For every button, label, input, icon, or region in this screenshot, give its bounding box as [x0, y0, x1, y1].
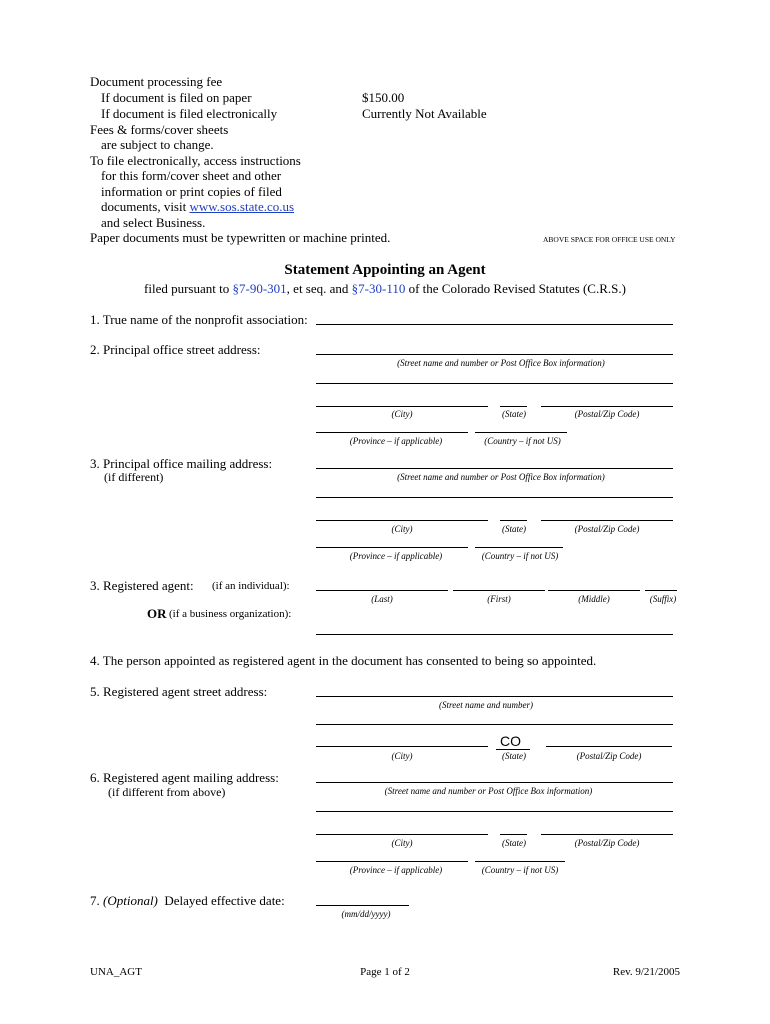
caption-province: (Province – if applicable): [349, 865, 443, 875]
mailing-province-field[interactable]: [316, 547, 468, 548]
caption-state: (State): [502, 838, 526, 848]
agent-zip-field[interactable]: [546, 746, 672, 747]
item4-consent-statement: 4. The person appointed as registered agent in the document has consented to being so appointed.: [90, 653, 597, 668]
electronic-fee-value: Currently Not Available: [362, 106, 487, 121]
efile-line3: information or print copies of filed: [101, 184, 282, 199]
mailing-street-field-1[interactable]: [316, 468, 673, 469]
agent-city-field[interactable]: [316, 746, 488, 747]
caption-country: (Country – if not US): [481, 865, 559, 875]
caption-zip: (Postal/Zip Code): [574, 524, 640, 534]
principal-state-field[interactable]: [500, 406, 527, 407]
caption-zip: (Postal/Zip Code): [574, 838, 640, 848]
item7-number: 7.: [90, 893, 103, 908]
caption-street-po: (Street name and number or Post Office Box information): [397, 472, 605, 482]
page-title: Statement Appointing an Agent: [284, 262, 486, 278]
agent-mailing-province-field[interactable]: [316, 861, 468, 862]
caption-date-format: (mm/dd/yyyy): [341, 909, 391, 919]
mailing-state-field[interactable]: [500, 520, 527, 521]
caption-city: (City): [391, 751, 413, 761]
paper-note: Paper documents must be typewritten or machine printed.: [90, 230, 391, 245]
caption-suffix: (Suffix): [649, 594, 677, 604]
caption-state: (State): [502, 524, 526, 534]
sos-website-link[interactable]: www.sos.state.co.us: [189, 199, 295, 214]
caption-street-po: (Street name and number or Post Office Box information): [384, 786, 593, 796]
caption-province: (Province – if applicable): [349, 551, 443, 561]
caption-street-po: (Street name and number or Post Office Box information): [397, 358, 605, 368]
principal-street-field-2[interactable]: [316, 383, 673, 384]
statute-link-7-90-301[interactable]: §7-90-301: [232, 281, 287, 296]
agent-mailing-street-field-1[interactable]: [316, 782, 673, 783]
item7-optional: (Optional): [103, 893, 158, 908]
office-use-label: ABOVE SPACE FOR OFFICE USE ONLY: [543, 235, 676, 244]
or-label: OR: [147, 606, 167, 621]
item7-text: Delayed effective date:: [157, 893, 285, 908]
subtitle-prefix: filed pursuant to: [144, 281, 233, 296]
item2-label: 2. Principal office street address:: [90, 342, 261, 357]
registered-agent-label: 3. Registered agent:: [90, 578, 194, 593]
paper-fee-label: If document is filed on paper: [101, 90, 252, 105]
item6-label: 6. Registered agent mailing address:: [90, 770, 279, 785]
statute-link-7-30-110[interactable]: §7-30-110: [351, 281, 406, 296]
nonprofit-name-field[interactable]: [316, 324, 673, 325]
caption-country: (Country – if not US): [484, 436, 561, 446]
agent-street-field-1[interactable]: [316, 696, 673, 697]
subtitle-mid: , et seq. and: [286, 281, 352, 296]
caption-city: (City): [391, 838, 413, 848]
item3-label: 3. Principal office mailing address:: [90, 456, 273, 471]
mailing-zip-field[interactable]: [541, 520, 673, 521]
caption-street: (Street name and number): [439, 700, 533, 710]
delayed-effective-date-field[interactable]: [316, 905, 409, 906]
fees-note-line1: Fees & forms/cover sheets: [90, 122, 229, 137]
caption-state: (State): [502, 751, 526, 761]
agent-mailing-city-field[interactable]: [316, 834, 488, 835]
agent-organization-label: (if a business organization):: [169, 608, 292, 620]
mailing-country-field[interactable]: [475, 547, 563, 548]
caption-middle: (Middle): [578, 594, 610, 604]
principal-zip-field[interactable]: [541, 406, 673, 407]
principal-street-field-1[interactable]: [316, 354, 673, 355]
paper-fee-value: $150.00: [362, 90, 405, 105]
page-subtitle: [0, 281, 770, 297]
caption-state: (State): [502, 409, 526, 419]
item6-sublabel: (if different from above): [108, 785, 226, 799]
agent-mailing-state-field[interactable]: [500, 834, 527, 835]
item7-label: [90, 893, 285, 909]
mailing-street-field-2[interactable]: [316, 497, 673, 498]
agent-suffix-field[interactable]: [645, 590, 677, 591]
electronic-fee-label: If document is filed electronically: [101, 106, 278, 121]
agent-mailing-country-field[interactable]: [475, 861, 565, 862]
footer-revision: Rev. 9/21/2005: [612, 966, 680, 978]
item3-sublabel: (if different): [104, 470, 164, 484]
agent-state-field: [496, 749, 530, 750]
fees-note-line2: are subject to change.: [101, 137, 214, 152]
agent-organization-field[interactable]: [316, 634, 673, 635]
agent-state-value: CO: [500, 733, 521, 749]
efile-line1: To file electronically, access instructions: [90, 153, 301, 168]
caption-zip: (Postal/Zip Code): [574, 409, 640, 419]
agent-middle-name-field[interactable]: [548, 590, 640, 591]
caption-city: (City): [391, 409, 413, 419]
principal-city-field[interactable]: [316, 406, 488, 407]
agent-last-name-field[interactable]: [316, 590, 448, 591]
caption-last: (Last): [371, 594, 393, 604]
caption-zip: (Postal/Zip Code): [576, 751, 642, 761]
caption-city: (City): [391, 524, 413, 534]
agent-mailing-zip-field[interactable]: [541, 834, 673, 835]
item1-label: 1. True name of the nonprofit association:: [90, 312, 308, 327]
subtitle-suffix: of the Colorado Revised Statutes (C.R.S.): [405, 281, 626, 296]
efile-line5: and select Business.: [101, 215, 206, 230]
agent-street-field-2[interactable]: [316, 724, 673, 725]
caption-province: (Province – if applicable): [349, 436, 443, 446]
principal-country-field[interactable]: [475, 432, 567, 433]
agent-mailing-street-field-2[interactable]: [316, 811, 673, 812]
caption-first: (First): [487, 594, 511, 604]
efile-line2: for this form/cover sheet and other: [101, 168, 282, 183]
efile-line4-prefix: documents, visit: [101, 199, 190, 214]
fee-title: Document processing fee: [90, 74, 223, 89]
item5-label: 5. Registered agent street address:: [90, 684, 268, 699]
agent-individual-label: (if an individual):: [212, 580, 290, 592]
caption-country: (Country – if not US): [481, 551, 559, 561]
principal-province-field[interactable]: [316, 432, 468, 433]
footer-page-number: Page 1 of 2: [360, 966, 410, 978]
agent-first-name-field[interactable]: [453, 590, 545, 591]
footer-form-id: UNA_AGT: [90, 966, 142, 978]
efile-line4: [101, 199, 294, 215]
mailing-city-field[interactable]: [316, 520, 488, 521]
